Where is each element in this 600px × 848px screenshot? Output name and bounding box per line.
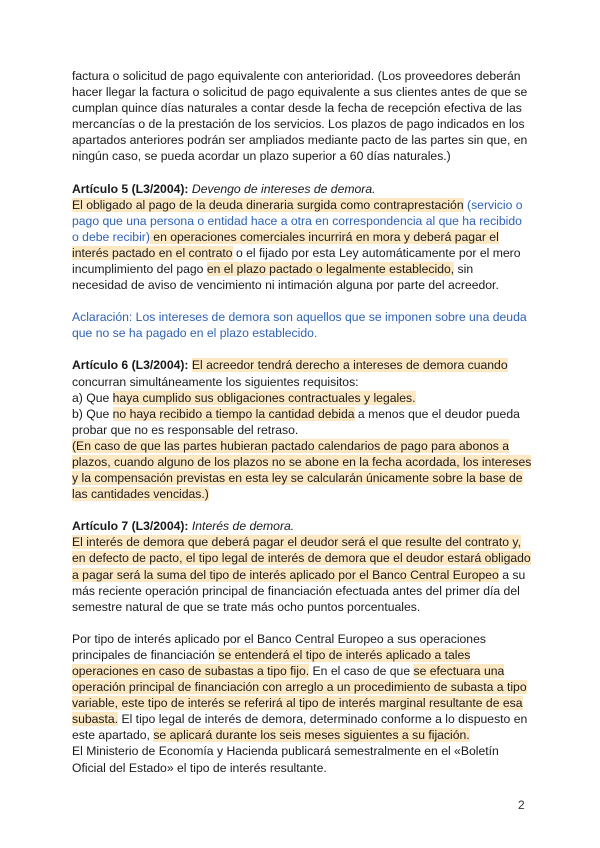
intro-paragraph <box>72 68 532 165</box>
article-7-body-1 <box>72 534 532 614</box>
highlight: se entenderá el tipo de interés aplicado a tales operaciones en caso de subastas a tipo fijo. <box>72 647 471 678</box>
highlight: haya cumplido sus obligaciones contractuales y legales. <box>112 390 416 405</box>
body-text: o el fijado por esta Ley automáticamente por el mero incumplimiento del pago <box>72 245 521 277</box>
article-6-title: Artículo 6 (L3/2004): <box>72 358 189 373</box>
body-text: sin necesidad de aviso de vencimiento ni intimación alguna por parte del acreedor. <box>72 262 499 293</box>
article-7-heading <box>72 518 532 534</box>
highlight: El obligado al pago de la deuda dineraria surgida como contraprestación <box>72 197 464 212</box>
intro-line: cumplan quince días naturales a contar desde la fecha de recepción efectiva de las <box>72 101 522 116</box>
article-7-body-2 <box>72 631 532 744</box>
intro-line: apartados anteriores podrán ser ampliados mediante pacto de las partes sin que, en <box>72 133 528 148</box>
article-5-subtitle: Devengo de intereses de demora. <box>191 181 376 196</box>
highlight: se efectuara una operación principal de financiación con arreglo a un procedimiento de subasta a tipo variable, este tipo de interés se referirá al tipo de interés marginal resultante de esa subasta. <box>72 664 527 727</box>
article-7-subtitle: Interés de demora. <box>191 519 295 534</box>
body-text: Por tipo de interés aplicado por el Banco Central Europeo a sus operaciones principales de financiación <box>72 631 486 662</box>
article-6-item-a <box>72 390 532 406</box>
article-5-title: Artículo 5 (L3/2004): <box>72 181 189 196</box>
body-text: concurran simultáneamente los siguientes requisitos: <box>72 374 359 389</box>
document-page <box>72 68 532 776</box>
highlight: (En caso de que las partes hubieran pactado calendarios de pago para abonos a plazos, cuando alguno de los plazos no se abone en la fecha acordada, los intereses y la compensación previstas en esta ley se calcularán únicamente sobre la base de las cantidades vencidas.) <box>72 438 532 502</box>
clarification-text: (servicio o pago que una persona o entidad hace a otra en correspondencia al que ha recibido o debe recibir) <box>72 197 523 244</box>
item-label: b) Que <box>72 406 113 421</box>
article-7-title: Artículo 7 (L3/2004): <box>72 519 189 534</box>
intro-line: hacer llegar la factura o solicitud de pago equivalente a sus clientes antes de que se <box>72 85 528 100</box>
article-6-item-b <box>72 406 532 438</box>
intro-line: factura o solicitud de pago equivalente con anterioridad. (Los proveedores deberán <box>72 69 521 83</box>
article-5-note: Aclaración: Los intereses de demora son aquellos que se imponen sobre una deuda que no se ha pagado en el plazo establecido. <box>72 310 527 341</box>
item-label: a) Que <box>72 390 113 405</box>
highlight: El acreedor tendrá derecho a intereses de demora cuando <box>191 358 508 373</box>
highlight: se aplicará durante los seis meses siguientes a su fijación. <box>153 728 470 743</box>
article-5-body <box>72 197 532 294</box>
article-7-body-3: El Ministerio de Economía y Hacienda publicará semestralmente en el «Boletín Oficial del Estado» el tipo de interés resultante. <box>72 744 499 775</box>
article-5-heading <box>72 181 532 197</box>
highlight: no haya recibido a tiempo la cantidad debida <box>112 406 355 421</box>
article-6-note <box>72 438 532 502</box>
article-6-heading <box>72 357 532 389</box>
body-text: El tipo legal de interés de demora, determinado conforme a lo dispuesto en este apartado, <box>72 712 528 743</box>
highlight: El interés de demora que deberá pagar el deudor será el que resulte del contrato y, en defecto de pacto, el tipo legal de interés de demora que el deudor estará obligado a pagar será la suma del tipo de interés aplicado por el Banco Central Europeo <box>72 535 531 582</box>
body-text: a menos que el deudor pueda probar que no es responsable del retraso. <box>72 406 520 437</box>
body-text: a su más reciente operación principal de financiación efectuada antes del primer día del semestre natural de que se trate más ocho puntos porcentuales. <box>72 567 526 614</box>
body-text: En el caso de que <box>309 664 414 678</box>
intro-line: ningún caso, se pueda acordar un plazo superior a 60 días naturales.) <box>72 149 451 164</box>
highlight: en el plazo pactado o legalmente establecido, <box>206 262 455 277</box>
highlight: en operaciones comerciales incurrirá en mora y deberá pagar el interés pactado en el contrato <box>72 229 499 260</box>
intro-line: mercancías o de la prestación de los servicios. Los plazos de pago indicados en los <box>72 117 525 132</box>
page-number: 2 <box>518 798 525 812</box>
